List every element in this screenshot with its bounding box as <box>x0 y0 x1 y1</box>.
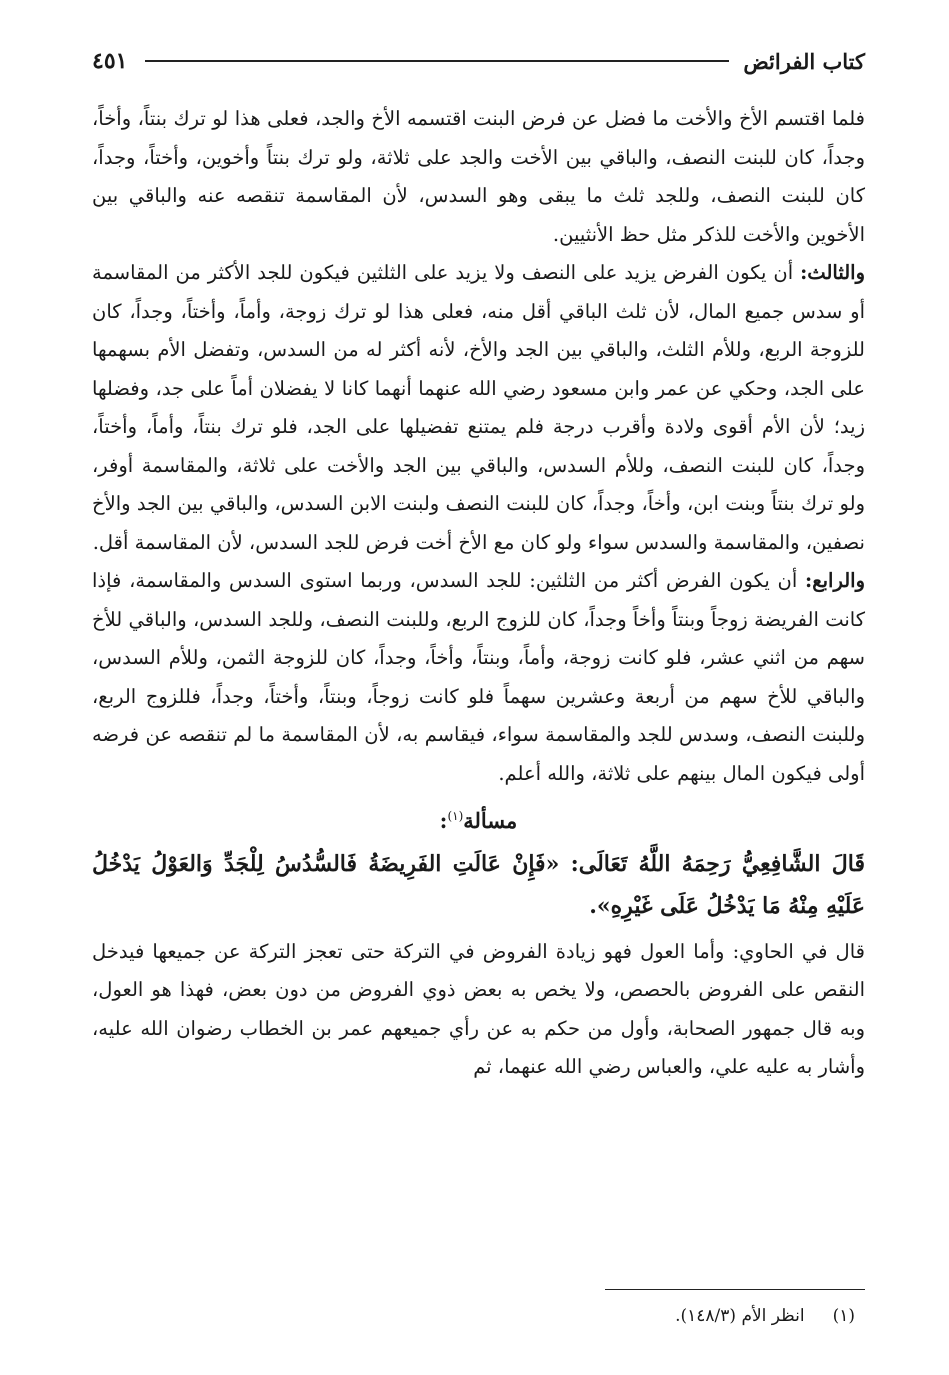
paragraph-fourth-text: أن يكون الفرض أكثر من الثلثين: للجد السدس، وربما استوى السدس والمقاسمة، فإذا كانت الفريضة زوجاً وبنتاً وأخاً وجداً، كان للزوج الربع، وللبنت النصف، وللجد السدس، والباقي للأخ سهم من اثني عشر، فلو كانت زوجة، وأماً، وبنتاً، وأخاً، وجداً، كان للزوجة الثمن، وللأم السدس، والباقي للأخ سهم من أربعة وعشرين سهماً فلو كانت زوجاً، وبنتاً، وأختاً، وجداً، فللزوج الربع، وللبنت النصف، وسدس للجد والمقاسمة سواء، فيقاسم به، لأن المقاسمة ما لم تنقصه عن فرضه أولى فيكون المال بينهم على ثلاثة، والله أعلم. <box>92 569 865 785</box>
paragraph-fourth <box>92 562 865 793</box>
imam-quote: قَالَ الشَّافِعِيُّ رَحِمَهُ اللَّهُ تَعَالَى: «فَإِنْ عَالَتِ الفَرِيضَةُ فَالسُّدُسُ لِلْجَدِّ وَالعَوْلُ يَدْخُلُ عَلَيْهِ مِنْهُ مَا يَدْخُلُ عَلَى غَيْرِهِ». <box>92 850 865 919</box>
book-page <box>92 44 865 1335</box>
paragraph-fourth-lead: والرابع: <box>805 569 865 592</box>
paragraph-1-text: فلما اقتسم الأخ والأخت ما فضل عن فرض البنت اقتسمه الأخ والجد، فعلى هذا لو ترك بنتاً، وأخاً، وجداً، كان للبنت النصف، والباقي بين الأخت والجد على ثلاثة، ولو ترك بنتاً وأخوين، وأختاً، وجداً، كان للبنت النصف، وللجد ثلث ما يبقى وهو السدس، لأن المقاسمة تنقصه عنه والباقي بين الأخوين والأخت للذكر مثل حظ الأنثيين. <box>92 107 865 246</box>
page-header <box>92 44 865 78</box>
issue-footnote-ref[interactable]: (١) <box>447 809 464 823</box>
issue-title: مسألة <box>463 808 518 833</box>
chapter-title: كتاب الفرائض <box>743 48 865 74</box>
issue-heading <box>92 797 865 841</box>
header-rule <box>145 60 729 62</box>
footnote-number: (١) <box>832 1306 855 1326</box>
issue-colon: : <box>439 808 448 833</box>
paragraph-third-text: أن يكون الفرض يزيد على النصف ولا يزيد على الثلثين فيكون للجد الأكثر من المقاسمة أو سدس جميع المال، لأن ثلث الباقي أقل منه، فعلى هذا لو ترك زوجة، وأماً، وأختاً، وجداً، كان للزوجة الربع، وللأم الثلث، والباقي بين الجد والأخ، لأنه أكثر له من السدس، وتفضل الأم بسهمها على الجد، وحكي عن عمر وابن مسعود رضي الله عنهما أنهما كانا لا يفضلان أماً على جد، وفضلها زيد؛ لأن الأم أقوى ولادة وأقرب درجة فلم يمتنع تفضيلها على الجد، فلو ترك بنتاً، وأماً، وأختاً، وجداً، كان للبنت النصف، وللأم السدس، والباقي بين الجد والأخت على ثلاثة، والمقاسمة أوفر، ولو ترك بنتاً وبنت ابن، وأخاً، وجداً، كان للبنت النصف ولبنت الابن السدس، والباقي بين الجد والأخ نصفين، والمقاسمة والسدس سواء ولو كان مع الأخ أخت فرض للجد السدس، لأن المقاسمة أقل. <box>92 261 865 554</box>
paragraph-1 <box>92 100 865 254</box>
footnote <box>675 1306 855 1326</box>
paragraph-third-lead: والثالث: <box>800 261 865 284</box>
body-text <box>92 100 865 1087</box>
footnote-text: انظر الأم (١٤٨/٣). <box>675 1306 805 1326</box>
footnote-rule <box>605 1289 865 1290</box>
page-number: ٤٥١ <box>92 48 128 74</box>
commentary-paragraph: قال في الحاوي: وأما العول فهو زيادة الفروض في التركة حتى تعجز التركة عن جميعها فيدخل النقص على الفروض بالحصص، ولا يخص به بعض ذوي الفروض من دون بعض، فهذا هو العول، وبه قال جمهور الصحابة، وأول من حكم به عن رأي جميعهم عمر بن الخطاب رضوان الله عليه، وأشار به عليه علي، والعباس رضي الله عنهما، ثم <box>92 939 865 1078</box>
paragraph-third <box>92 254 865 562</box>
